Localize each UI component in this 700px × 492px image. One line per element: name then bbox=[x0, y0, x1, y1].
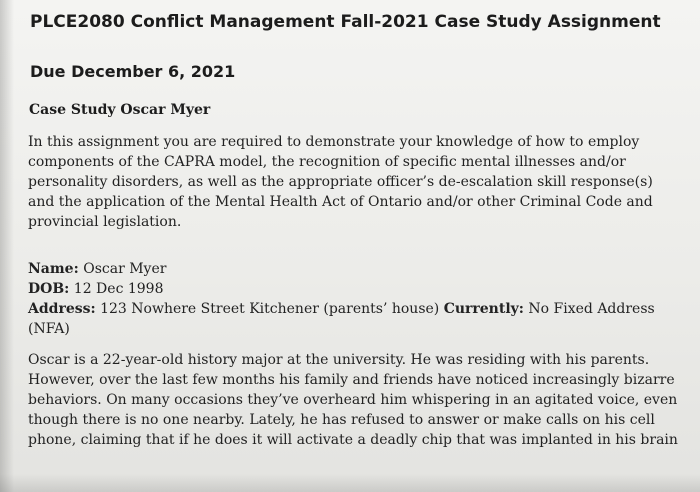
page-bottom-shadow bbox=[0, 474, 700, 492]
story-line: Oscar is a 22-year-old history major at the university. He was residing with his parents. bbox=[28, 352, 650, 368]
currently-value: No Fixed Address bbox=[523, 301, 655, 317]
intro-paragraph bbox=[28, 132, 653, 232]
intro-line: provincial legislation. bbox=[28, 214, 182, 230]
intro-line: and the application of the Mental Health Act of Ontario and/or other Criminal Code and bbox=[28, 194, 653, 210]
assignment-title: PLCE2080 Conflict Management Fall-2021 Case Study Assignment bbox=[30, 12, 661, 32]
currently-label: Currently: bbox=[443, 301, 524, 317]
address-row bbox=[28, 299, 655, 319]
intro-line: components of the CAPRA model, the recognition of specific mental illnesses and/or bbox=[28, 154, 626, 170]
name-label: Name: bbox=[28, 261, 79, 277]
dob-row bbox=[28, 279, 655, 299]
subject-info bbox=[28, 259, 655, 339]
address-label: Address: bbox=[28, 301, 96, 317]
name-value: Oscar Myer bbox=[78, 261, 167, 277]
case-study-title: Case Study Oscar Myer bbox=[29, 102, 211, 118]
intro-line: In this assignment you are required to demonstrate your knowledge of how to employ bbox=[28, 134, 640, 150]
due-date: Due December 6, 2021 bbox=[30, 62, 236, 81]
name-row bbox=[28, 259, 655, 279]
intro-line: personality disorders, as well as the appropriate officer’s de-escalation skill response(s) bbox=[28, 174, 653, 190]
address-value: 123 Nowhere Street Kitchener (parents’ house) bbox=[95, 301, 444, 317]
story-line: However, over the last few months his family and friends have noticed increasingly bizarre bbox=[28, 372, 675, 388]
story-line: though there is no one nearby. Lately, he has refused to answer or make calls on his cell bbox=[28, 412, 655, 428]
story-line: phone, claiming that if he does it will activate a deadly chip that was implanted in his brain bbox=[28, 432, 678, 448]
dob-value: 12 Dec 1998 bbox=[69, 281, 164, 297]
story-line: behaviors. On many occasions they’ve overheard him whispering in an agitated voice, even bbox=[28, 392, 678, 408]
story-paragraph bbox=[28, 350, 678, 450]
page-edge-shadow bbox=[0, 0, 14, 492]
nfa-row: (NFA) bbox=[28, 321, 70, 337]
dob-label: DOB: bbox=[28, 281, 70, 297]
